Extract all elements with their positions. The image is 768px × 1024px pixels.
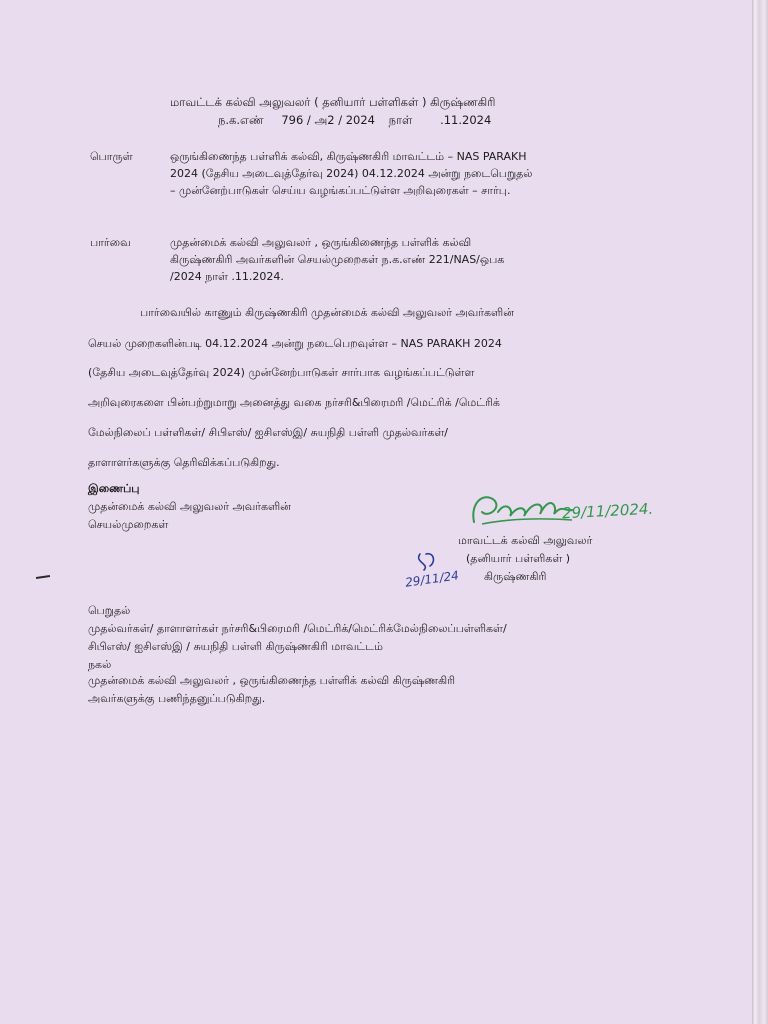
reference-line-3: /2024 நாள் .11.2024. — [170, 270, 284, 283]
recipients-line-1: முதல்வர்கள்/ தாளாளர்கள் நர்சரி&பிரைமரி /மெட்ரிக்/மெட்ரிக்மேல்நிலைப்பள்ளிகள்/ — [88, 622, 507, 635]
recipients-line-2: சிபிஎஸ்/ ஐசிஎஸ்இ / சுயநிதி பள்ளி கிருஷ்ணகிரி மாவட்டம் — [88, 640, 383, 653]
ref-prefix: ந.க.எண் — [218, 113, 264, 127]
body-line-5: மேல்நிலைப் பள்ளிகள்/ சிபிஎஸ்/ ஐசிஎஸ்இ/ சுயநிதி பள்ளி முதல்வர்கள்/ — [88, 426, 449, 439]
subject-line-3: – முன்னேற்பாடுகள் செய்ய வழங்கப்பட்டுள்ள அறிவுரைகள் – சார்பு. — [170, 184, 511, 197]
enclosure-label: இணைப்பு — [88, 482, 140, 495]
subject-label: பொருள் — [90, 150, 133, 163]
signature-date: 29/11/2024. — [561, 499, 654, 523]
reference-line-2: கிருஷ்ணகிரி அவர்களின் செயல்முறைகள் ந.க.எண் 221/NAS/ஒபக — [170, 253, 505, 266]
reference-number-line — [218, 113, 491, 127]
page-edge-shadow — [752, 0, 768, 1024]
enclosure-line-2: செயல்முறைகள் — [88, 518, 169, 531]
recipients-label: பெறுதல் — [88, 604, 131, 617]
clerk-initial-date: 29/11/24 — [404, 568, 460, 590]
office-title: மாவட்டக் கல்வி அலுவலர் ( தனியார் பள்ளிகள் ) கிருஷ்ணகிரி — [170, 95, 496, 109]
signatory-title: மாவட்டக் கல்வி அலுவலர் — [458, 534, 593, 547]
signatory-subtitle: (தனியார் பள்ளிகள் ) — [466, 552, 571, 565]
copy-line-2: அவர்களுக்கு பணிந்தனுப்படுகிறது. — [88, 692, 266, 705]
copy-label: நகல் — [88, 658, 112, 671]
body-line-4: அறிவுரைகளை பின்பற்றுமாறு அனைத்து வகை நர்சரி&பிரைமரி /மெட்ரிக் /மெட்ரிக் — [88, 396, 500, 409]
reference-label: பார்வை — [90, 236, 131, 249]
body-line-1: பார்வையில் காணும் கிருஷ்ணகிரி முதன்மைக் கல்வி அலுவலர் அவர்களின் — [140, 306, 514, 319]
subject-line-2: 2024 (தேசிய அடைவுத்தேர்வு 2024) 04.12.2024 அன்று நடைபெறுதல் — [170, 167, 533, 180]
signatory-place: கிருஷ்ணகிரி — [484, 570, 547, 583]
ref-number: 796 / அ2 / 2024 — [281, 113, 375, 127]
enclosure-line-1: முதன்மைக் கல்வி அலுவலர் அவர்களின் — [88, 500, 291, 513]
copy-line-1: முதன்மைக் கல்வி அலுவலர் , ஒருங்கிணைந்த பள்ளிக் கல்வி கிருஷ்ணகிரி — [88, 674, 456, 687]
body-line-6: தாளாளர்களுக்கு தெரிவிக்கப்படுகிறது. — [88, 456, 280, 469]
body-line-2: செயல் முறைகளின்படி 04.12.2024 அன்று நடைபெறவுள்ள – NAS PARAKH 2024 — [88, 337, 502, 350]
date-value: .11.2024 — [440, 113, 492, 127]
date-label: நாள் — [388, 113, 413, 127]
subject-line-1: ஒருங்கிணைந்த பள்ளிக் கல்வி, கிருஷ்ணகிரி மாவட்டம் – NAS PARAKH — [170, 150, 527, 163]
reference-line-1: முதன்மைக் கல்வி அலுவலர் , ஒருங்கிணைந்த பள்ளிக் கல்வி — [170, 236, 472, 249]
margin-mark — [36, 575, 50, 579]
body-line-3: (தேசிய அடைவுத்தேர்வு 2024) முன்னேற்பாடுகள் சார்பாக வழங்கப்பட்டுள்ள — [88, 366, 475, 379]
